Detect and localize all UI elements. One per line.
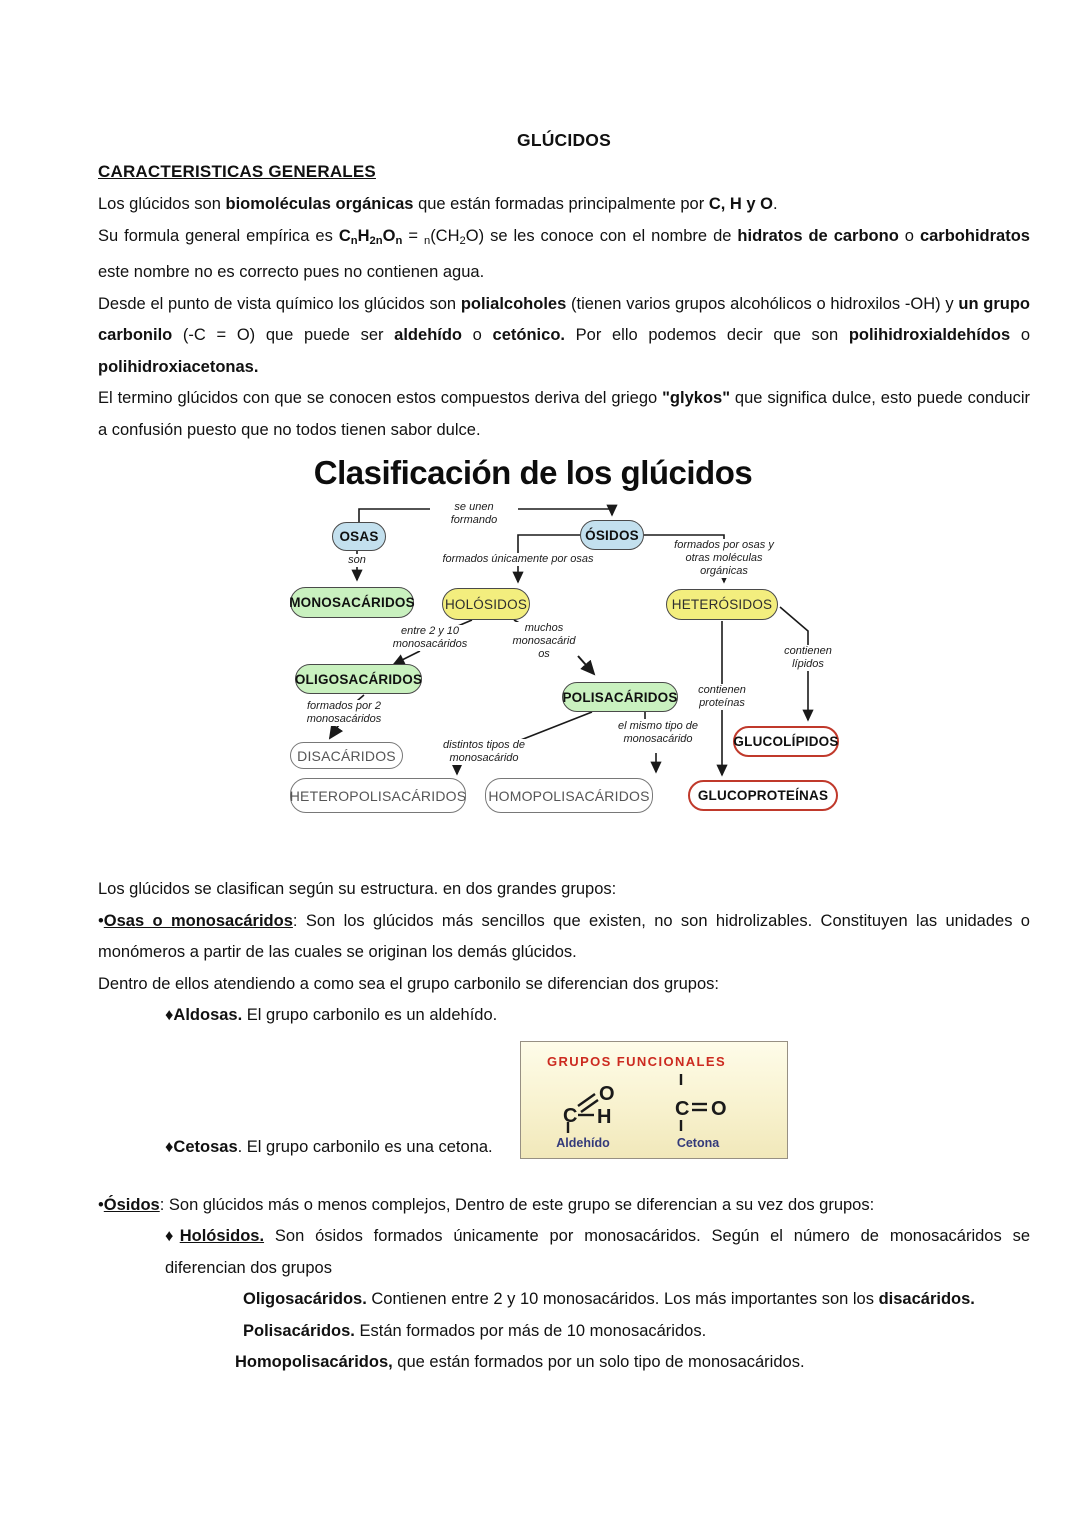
section-heading: CARACTERISTICAS GENERALES xyxy=(98,162,376,181)
cetosas-and-figure-row xyxy=(98,1032,1030,1190)
functional-groups-title: GRUPOS FUNCIONALES xyxy=(547,1053,727,1069)
ketone-label: Cetona xyxy=(676,1135,720,1150)
node-homopolisacaridos: HOMOPOLISACÁRIDOS xyxy=(485,778,653,813)
paragraph-glykos: El termino glúcidos con que se conocen estos compuestos deriva del griego "glykos" que significa dulce, esto puede conducir a confusión puesto que no todos tienen sabor dulce. xyxy=(98,389,1030,439)
edge-label-formados-unicamente-por-osas: formados únicamente por osas xyxy=(438,553,598,566)
node-heterosidos: HETERÓSIDOS xyxy=(666,589,778,620)
paragraph-formula: Su formula general empírica es $C_nH_{2n}O_n = _n(CH_2O)$ se les conoce con el nombre de hidratos de carbono o carbohidratos este nombre no es correcto pues no contienen agua. xyxy=(98,226,1030,282)
edge-label-mismo-tipo: el mismo tipo de monosacárido xyxy=(606,720,710,746)
paragraph-chemical-view: Desde el punto de vista químico los glúcidos son polialcoholes (tienen varios grupos alcohólicos o hidroxilos -OH) y un grupo carbonilo (-C = O) que puede ser aldehído o cetónico. Por ello podemos decir que son polihidroxialdehídos o polihidroxiacetonas. xyxy=(98,294,1031,376)
paragraph-cetosas: ♦Cetosas. El grupo carbonilo es una cetona. xyxy=(165,1137,493,1156)
edge-label-contienen-lipidos: contienen lípidos xyxy=(779,645,837,671)
paragraph-osidos: •Ósidos: Son glúcidos más o menos complejos, Dentro de este grupo se diferencian a su vez dos grupos: xyxy=(98,1195,875,1214)
aldehyde-oxygen-atom: O xyxy=(599,1082,615,1105)
page-title: GLÚCIDOS xyxy=(517,130,611,150)
edge-label-son: son xyxy=(339,554,375,567)
paragraph-polisacaridos: Polisacáridos. Están formados por más de 10 monosacáridos. xyxy=(243,1321,707,1340)
aldehyde-structure xyxy=(555,1072,635,1134)
edge-label-formados-por-osas-y-otras: formados por osas y otras moléculas orgánicas xyxy=(671,539,777,578)
node-heteropolisacaridos: HETEROPOLISACÁRIDOS xyxy=(290,778,466,813)
paragraph-clasif-intro: Los glúcidos se clasifican según su estructura. en dos grandes grupos: xyxy=(98,880,617,899)
ketone-structure xyxy=(671,1072,733,1134)
ketone-oxygen-atom: O xyxy=(711,1097,727,1120)
edge-label-entre-2-y-10: entre 2 y 10 monosacáridos xyxy=(390,625,470,651)
paragraph-osas-monosacaridos: •Osas o monosacáridos: Son los glúcidos más sencillos que existen, no son hidrolizables. Constituyen las unidades o monómeros a partir de las cuales se originan los demás glúcidos. xyxy=(98,911,1030,962)
edge-label-se-unen-formando: se unen formando xyxy=(430,501,518,527)
node-monosacaridos: MONOSACÁRIDOS xyxy=(290,587,414,618)
paragraph-dentro-de-ellos: Dentro de ellos atendiendo a como sea el grupo carbonilo se diferencian dos grupos: xyxy=(98,974,719,993)
aldehyde-carbon-atom: C xyxy=(563,1104,578,1127)
aldehyde-hydrogen-atom: H xyxy=(597,1105,612,1128)
paragraph-oligosacaridos: Oligosacáridos. Contienen entre 2 y 10 monosacáridos. Los más importantes son los disacáridos. xyxy=(243,1290,975,1309)
spacer xyxy=(98,836,1030,874)
paragraph-homopolisacaridos: Homopolisacáridos, que están formados por un solo tipo de monosacáridos. xyxy=(235,1353,805,1372)
node-glucolipidos: GLUCOLÍPIDOS xyxy=(733,726,839,757)
node-osas: OSAS xyxy=(332,522,386,551)
node-holosidos: HOLÓSIDOS xyxy=(442,588,530,620)
edge-label-contienen-proteinas: contienen proteínas xyxy=(691,684,753,710)
ketone-carbon-atom: C xyxy=(675,1097,690,1120)
edge-label-distintos-tipos: distintos tipos de monosacárido xyxy=(428,739,540,765)
node-osidos: ÓSIDOS xyxy=(580,520,644,550)
edge-label-muchos-monosacaridos: muchos monosacárid os xyxy=(512,622,576,661)
node-oligosacaridos: OLIGOSACÁRIDOS xyxy=(295,664,422,694)
node-disacaridos: DISACÁRIDOS xyxy=(290,742,403,769)
classification-diagram xyxy=(290,454,860,836)
functional-groups-figure xyxy=(520,1041,788,1159)
edge-label-formados-por-2: formados por 2 monosacáridos xyxy=(298,700,390,726)
paragraph-holosidos: ♦Holósidos. Son ósidos formados únicamente por monosacáridos. Según el número de monosacáridos se diferencian dos grupos xyxy=(165,1227,1031,1277)
diagram-title: Clasificación de los glúcidos xyxy=(313,454,753,492)
node-polisacaridos: POLISACÁRIDOS xyxy=(562,682,678,712)
aldehyde-label: Aldehído xyxy=(556,1135,610,1150)
paragraph-aldosas: ♦Aldosas. El grupo carbonilo es un aldehído. xyxy=(165,1006,498,1025)
paragraph-intro-1: Los glúcidos son biomoléculas orgánicas que están formadas principalmente por C, H y O. xyxy=(98,195,778,213)
node-glucoproteinas: GLUCOPROTEÍNAS xyxy=(688,780,838,811)
